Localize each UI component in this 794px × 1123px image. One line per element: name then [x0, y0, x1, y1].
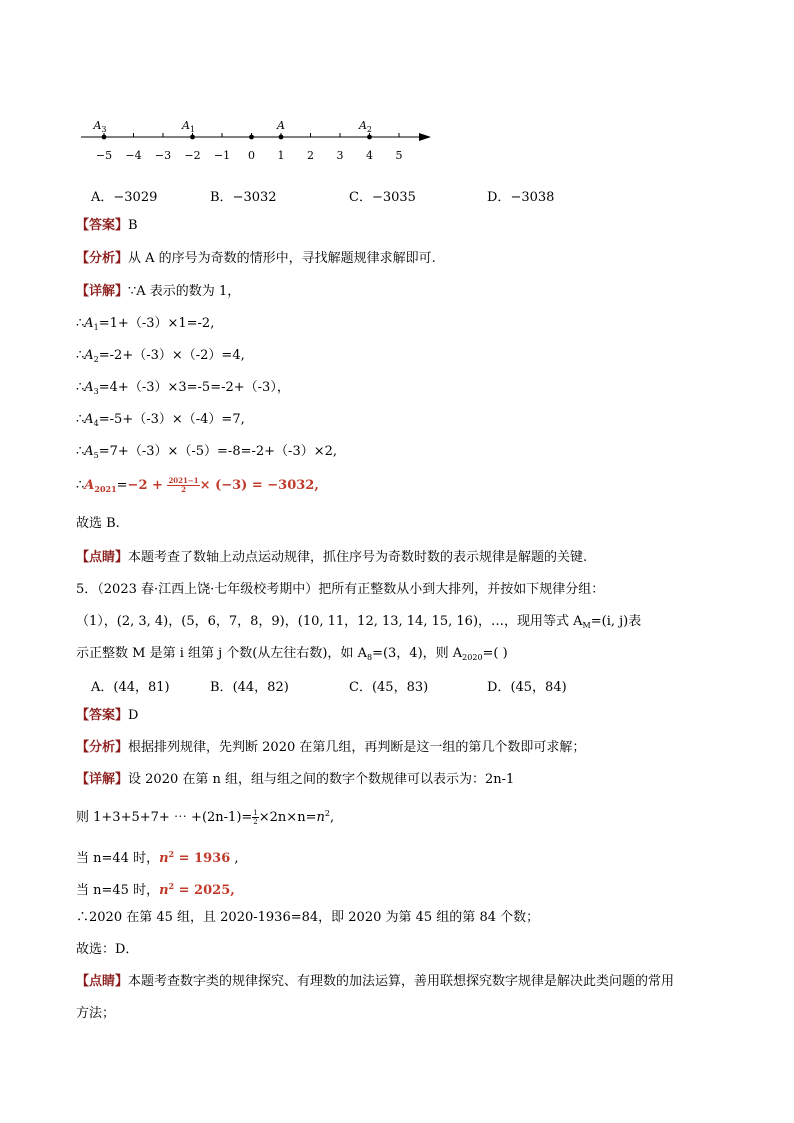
- option-letter: D．: [487, 680, 511, 695]
- number-line-tick-label: −4: [125, 149, 142, 162]
- therefore-sign: ∴: [76, 478, 85, 493]
- option-letter: A．: [91, 680, 114, 695]
- q5-subscript: 8: [366, 653, 373, 662]
- number-line-tick-label: 1: [277, 149, 285, 162]
- superscript: 2: [168, 881, 175, 891]
- option-value: −3029: [113, 190, 158, 205]
- answer-tag: 【答案】: [76, 708, 129, 723]
- q4-option-c: [349, 186, 416, 205]
- option-letter: B．: [210, 680, 233, 695]
- step-symbol: A: [84, 444, 94, 459]
- q5-stem-line-3: [76, 644, 508, 668]
- sum-text: 则 1+3+5+7+ ⋯ +(2n-1)=: [76, 810, 253, 825]
- q4-step-4: [76, 410, 245, 434]
- q5-option-d: [487, 676, 567, 695]
- number-line-svg: [76, 108, 436, 168]
- q5-stem-text: =( ): [482, 646, 508, 661]
- q4-step-5: [76, 442, 337, 466]
- sum-text: ,: [329, 810, 335, 825]
- number-line-figure: [76, 108, 436, 168]
- analysis-text: 从 A 的序号为奇数的情形中，寻找解题规律求解即可.: [128, 251, 436, 266]
- n-symbol: n: [159, 851, 169, 866]
- q4-comment: [76, 548, 587, 568]
- n-symbol: n: [159, 883, 169, 898]
- q5-comment: [76, 972, 674, 992]
- detail-tag: 【详解】: [76, 284, 129, 299]
- number-line-tick-label: 5: [395, 149, 403, 162]
- therefore-sign: ∴: [76, 412, 85, 427]
- conclusion-text: 故选：D．: [76, 942, 139, 957]
- point-label: $A_3$: [93, 119, 107, 134]
- answer-tag: 【答案】: [76, 218, 129, 233]
- q5-n44-line: [76, 844, 239, 869]
- q5-stem-text: 示正整数 M 是第 i 组第 j 个数(从左往右数)，如 A: [76, 646, 367, 661]
- step-subscript: 1: [93, 323, 99, 332]
- option-letter: A．: [91, 190, 114, 205]
- q5-comment-cont: [76, 1004, 115, 1024]
- therefore-sign: ∴: [76, 380, 85, 395]
- case-text: 当 n=45 时，: [76, 883, 160, 898]
- therefore-text: ∴2020 在第 45 组，且 2020-1936=84，即 2020 为第 45 组的第 84 个数；: [76, 910, 540, 925]
- final-fraction: [167, 477, 199, 494]
- q5-n45-line: [76, 876, 235, 901]
- q5-stem-text: （1），(2, 3, 4)，(5，6，7，8，9)，(10, 11，12, 13, 14, 15, 16)，…，现用等式 A: [76, 614, 583, 629]
- q4-conclusion: [76, 514, 120, 534]
- option-value: (44，81): [113, 680, 170, 695]
- final-subscript: 2021: [94, 484, 117, 494]
- detail-text: 设 2020 在第 n 组，组与组之间的数字个数规律可以表示为：2n-1: [128, 772, 515, 787]
- comment-text: 本题考查数字类的规律探究、有理数的加法运算，善用联想探究数字规律是解决此类问题的常用: [128, 974, 675, 989]
- q5-option-b: [210, 676, 289, 695]
- point-label: A: [277, 119, 285, 132]
- point-label: $A_2$: [358, 119, 373, 134]
- step-subscript: 5: [93, 451, 99, 460]
- q5-conclusion: [76, 940, 138, 960]
- therefore-sign: ∴: [76, 444, 85, 459]
- q5-stem-text: =(i, j)表: [590, 614, 642, 629]
- point-dot: [367, 135, 372, 140]
- q5-stem-text: =(3，4)，则 A: [372, 646, 463, 661]
- point-label-subscript: 2: [366, 125, 373, 134]
- fraction-denominator: 2: [181, 485, 186, 494]
- q5-subscript: M: [582, 621, 591, 630]
- analysis-tag: 【分析】: [76, 740, 129, 755]
- q4-final-step: [76, 476, 319, 499]
- q4-option-d: [487, 186, 554, 205]
- q4-analysis: [76, 249, 436, 269]
- q4-option-a: [91, 186, 157, 205]
- step-symbol: A: [84, 316, 94, 331]
- number-line-tick-label: −1: [213, 149, 231, 162]
- step-expression: =7+（-3）×（-5）=-8=-2+（-3）×2,: [98, 444, 338, 459]
- number-line-tick-label: −3: [154, 149, 172, 162]
- q5-sum-line: [76, 804, 334, 828]
- point-label: $A_1$: [181, 119, 196, 134]
- final-part-2: × (−3) = −3032,: [199, 478, 319, 493]
- number-line-tick-label: 3: [336, 149, 344, 162]
- option-letter: D．: [487, 190, 511, 205]
- detail-tag: 【详解】: [76, 772, 129, 787]
- number-line-tick-label: −5: [95, 149, 113, 162]
- case-text: ,: [230, 851, 239, 866]
- superscript: 2: [168, 849, 175, 859]
- number-line-tick-label: 2: [307, 149, 314, 162]
- q4-step-3: [76, 378, 290, 402]
- q5-stem-line-1: [76, 580, 604, 600]
- option-value: (45，84): [510, 680, 567, 695]
- case-value: = 1936: [174, 851, 231, 866]
- q5-therefore: [76, 908, 539, 928]
- point-dot: [190, 135, 195, 140]
- conclusion-text: 故选 B.: [76, 516, 120, 531]
- equals-sign: =: [116, 478, 128, 493]
- comment-tag: 【点睛】: [76, 550, 129, 565]
- case-text: 当 n=44 时，: [76, 851, 160, 866]
- q4-detail: [76, 282, 240, 302]
- number-line-tick-label: −2: [184, 149, 201, 162]
- final-symbol: A: [84, 478, 95, 493]
- therefore-sign: ∴: [76, 316, 85, 331]
- sum-text: ×2n×n=: [258, 810, 317, 825]
- detail-text: ∵A 表示的数为 1，: [128, 284, 241, 299]
- n-symbol: n: [316, 810, 325, 825]
- q5-subscript: 2020: [462, 653, 483, 662]
- step-expression: =4+（-3）×3=-5=-2+（-3），: [98, 380, 290, 395]
- option-value: −3038: [510, 190, 555, 205]
- q4-answer: [76, 216, 138, 236]
- step-subscript: 2: [93, 355, 99, 364]
- q5-answer: [76, 706, 138, 726]
- step-expression: =-2+（-3）×（-2）=4,: [98, 348, 245, 363]
- answer-value: D: [128, 708, 139, 723]
- step-symbol: A: [84, 348, 94, 363]
- origin-dot: [249, 135, 254, 140]
- number-line-arrow: [419, 133, 431, 141]
- q4-option-b: [210, 186, 277, 205]
- step-expression: =1+（-3）×1=-2,: [98, 316, 215, 331]
- option-letter: C．: [349, 190, 372, 205]
- option-value: −3032: [232, 190, 277, 205]
- option-letter: C．: [349, 680, 372, 695]
- final-part-1: −2 +: [127, 478, 168, 493]
- analysis-text: 根据排列规律，先判断 2020 在第几组，再判断是这一组的第几个数即可求解；: [128, 740, 586, 755]
- q4-step-2: [76, 346, 245, 370]
- point-dot: [279, 135, 284, 140]
- fraction-numerator: 2021−1: [168, 476, 199, 485]
- superscript: 2: [324, 809, 330, 818]
- fraction-numerator: 1: [253, 809, 258, 817]
- option-value: −3035: [371, 190, 416, 205]
- comment-tag: 【点睛】: [76, 974, 129, 989]
- point-dot: [102, 135, 107, 140]
- option-value: (44，82): [232, 680, 289, 695]
- q5-option-c: [349, 676, 428, 695]
- analysis-tag: 【分析】: [76, 251, 129, 266]
- q4-step-1: [76, 314, 214, 338]
- step-symbol: A: [84, 412, 94, 427]
- q5-stem-text: 5．（2023 春·江西上饶·七年级校考期中）把所有正整数从小到大排列，并按如下规律分组：: [76, 582, 605, 597]
- comment-text: 方法；: [76, 1006, 116, 1021]
- therefore-sign: ∴: [76, 348, 85, 363]
- q5-analysis: [76, 738, 585, 758]
- step-subscript: 4: [93, 419, 99, 428]
- option-letter: B．: [210, 190, 233, 205]
- comment-text: 本题考查了数轴上动点运动规律，抓住序号为奇数时数的表示规律是解题的关键.: [128, 550, 588, 565]
- case-value: = 2025,: [174, 883, 235, 898]
- step-subscript: 3: [93, 387, 99, 396]
- q5-detail: [76, 770, 514, 790]
- point-label-subscript: 1: [189, 125, 196, 134]
- fraction-denominator: 2: [253, 818, 258, 826]
- step-symbol: A: [84, 380, 94, 395]
- q5-option-a: [91, 676, 170, 695]
- q5-stem-line-2: [76, 612, 641, 636]
- number-line-tick-label: 4: [366, 149, 373, 162]
- option-value: (45，83): [371, 680, 429, 695]
- number-line-tick-label: 0: [248, 149, 255, 162]
- step-expression: =-5+（-3）×（-4）=7,: [98, 412, 245, 427]
- point-label-subscript: 3: [101, 125, 107, 134]
- answer-value: B: [128, 218, 138, 233]
